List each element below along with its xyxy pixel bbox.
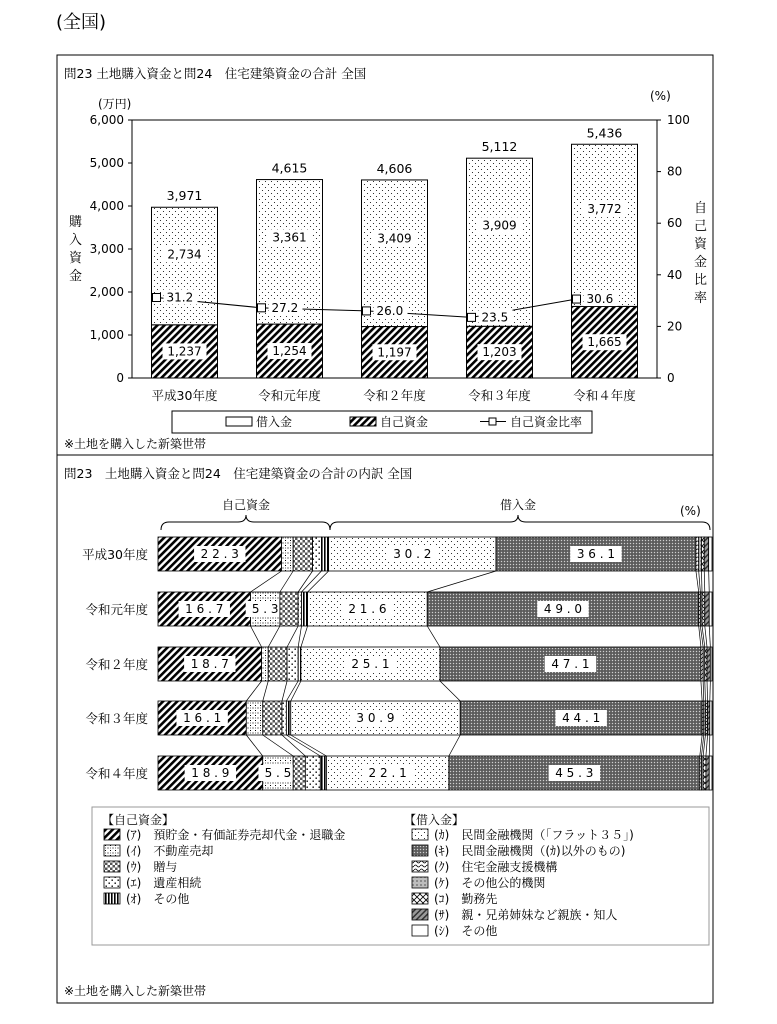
left-tick-label: 4,000 bbox=[89, 199, 124, 213]
segment-label: 2 5 . 1 bbox=[351, 657, 390, 671]
chart2-legend-items bbox=[104, 827, 634, 938]
connector-line bbox=[709, 571, 710, 592]
segment-shi bbox=[710, 647, 712, 681]
legend-swatch-sa bbox=[412, 909, 428, 920]
row-category-label: 令和４年度 bbox=[85, 766, 148, 781]
segment-ko bbox=[702, 592, 705, 626]
segment-e bbox=[298, 592, 301, 626]
row-category-label: 令和２年度 bbox=[85, 657, 148, 672]
connector-line bbox=[703, 681, 704, 701]
legend-header-own-funds: 【自己資金】 bbox=[102, 813, 175, 827]
bar-borrowing-label: 3,409 bbox=[377, 231, 412, 246]
brace-own-funds bbox=[161, 515, 330, 530]
segment-label: 3 0 . 9 bbox=[356, 711, 395, 725]
segment-sa bbox=[706, 756, 709, 790]
legend-label-i: (ｲ) 不動産売却 bbox=[126, 844, 214, 858]
connector-line bbox=[246, 735, 262, 756]
bar-borrowing-label: 3,772 bbox=[587, 202, 622, 217]
connector-line bbox=[706, 735, 708, 756]
connector-line bbox=[709, 735, 710, 756]
ratio-label: 31.2 bbox=[166, 290, 194, 305]
x-category-label: 令和３年度 bbox=[468, 388, 531, 403]
connector-line bbox=[701, 681, 702, 701]
left-axis-label-char: 入 bbox=[69, 233, 83, 248]
legend-marker-ratio bbox=[489, 418, 496, 425]
connector-line bbox=[263, 735, 293, 756]
right-tick-label: 60 bbox=[667, 216, 683, 231]
ratio-label: 30.6 bbox=[586, 292, 614, 307]
legend-swatch-own-funds bbox=[350, 417, 376, 426]
segment-i bbox=[282, 537, 294, 571]
segment-label: 4 9 . 0 bbox=[543, 602, 583, 616]
bar-own-funds-label: 1,203 bbox=[482, 345, 517, 360]
legend-label-a: (ｱ) 預貯金・有価証券売却代金・退職金 bbox=[126, 828, 346, 842]
segment-ko bbox=[703, 756, 706, 790]
chart2-unit: (%) bbox=[680, 504, 701, 518]
legend-swatch-o bbox=[104, 893, 120, 904]
legend-label-own-funds: 自己資金 bbox=[380, 415, 429, 429]
legend-header-borrowing: 【借入金】 bbox=[404, 813, 465, 827]
connector-line bbox=[280, 571, 293, 592]
connector-line bbox=[287, 626, 298, 647]
connector-line bbox=[427, 571, 496, 592]
segment-sa bbox=[705, 592, 709, 626]
segment-u bbox=[263, 701, 282, 735]
ratio-label: 27.2 bbox=[271, 300, 299, 315]
brace-label-own-funds: 自己資金 bbox=[221, 498, 271, 512]
connector-line bbox=[286, 735, 320, 756]
legend-swatch-u bbox=[104, 861, 120, 872]
right-axis-label-char: 比 bbox=[694, 273, 708, 288]
right-axis-label-char: 金 bbox=[694, 255, 708, 270]
bar-own-funds-label: 1,237 bbox=[167, 344, 202, 359]
segment-shi bbox=[709, 756, 712, 790]
right-tick-label: 40 bbox=[667, 267, 683, 282]
legend-label-ku: (ｸ) 住宅金融支援機構 bbox=[434, 860, 558, 874]
left-tick-label: 2,000 bbox=[89, 285, 124, 299]
bar-borrowing-label: 3,361 bbox=[272, 230, 307, 245]
connector-line bbox=[696, 571, 699, 592]
bar-total-label: 5,436 bbox=[586, 125, 623, 141]
segment-label: 3 0 . 2 bbox=[393, 547, 432, 561]
connector-line bbox=[282, 681, 287, 701]
bar-own-funds-label: 1,254 bbox=[272, 344, 307, 359]
bar-total-label: 4,615 bbox=[271, 160, 308, 176]
connector-line bbox=[427, 626, 440, 647]
segment-o bbox=[301, 592, 307, 626]
connector-line bbox=[449, 735, 460, 756]
chart1-title: 問23 土地購入資金と問24 住宅建築資金の合計 全国 bbox=[64, 66, 367, 81]
legend-label-ka: (ｶ) 民間金融機関（「フラット３５」) bbox=[434, 828, 634, 842]
legend-swatch-shi bbox=[412, 925, 428, 936]
segment-e bbox=[313, 537, 322, 571]
segment-i bbox=[262, 647, 269, 681]
left-tick-label: 1,000 bbox=[89, 328, 124, 342]
segment-label: 4 5 . 3 bbox=[555, 766, 594, 780]
page-title: (全国) bbox=[56, 12, 107, 33]
legend-swatch-e bbox=[104, 877, 120, 888]
x-category-label: 令和２年度 bbox=[363, 388, 426, 403]
segment-o bbox=[286, 701, 290, 735]
segment-e bbox=[287, 647, 298, 681]
right-tick-label: 20 bbox=[667, 319, 683, 334]
segment-label: 2 1 . 6 bbox=[348, 602, 387, 616]
left-axis-label bbox=[69, 214, 83, 284]
legend-label-ke: (ｹ) その他公的機関 bbox=[434, 876, 546, 890]
ratio-label: 23.5 bbox=[481, 310, 509, 325]
segment-ku bbox=[696, 537, 699, 571]
left-axis-label-char: 金 bbox=[69, 269, 83, 284]
bar-own-funds-label: 1,197 bbox=[377, 345, 412, 360]
right-tick-label: 0 bbox=[667, 371, 675, 385]
legend-label-sa: (ｻ) 親・兄弟姉妹など親族・知人 bbox=[434, 908, 618, 922]
segment-e bbox=[305, 756, 320, 790]
segment-sa bbox=[707, 647, 710, 681]
segment-ko bbox=[701, 537, 704, 571]
segment-label: 1 8 . 7 bbox=[190, 657, 229, 671]
ratio-label: 26.0 bbox=[376, 303, 404, 318]
connector-line bbox=[699, 571, 701, 592]
right-tick-label: 100 bbox=[667, 113, 690, 127]
connector-line bbox=[268, 626, 280, 647]
left-tick-label: 0 bbox=[116, 371, 124, 385]
ratio-marker bbox=[153, 294, 161, 302]
legend-swatch-ku bbox=[412, 861, 428, 872]
segment-o bbox=[321, 537, 328, 571]
connector-line bbox=[282, 735, 305, 756]
right-axis-unit: (%) bbox=[650, 89, 671, 103]
connector-line bbox=[701, 571, 702, 592]
legend-label-ratio: 自己資金比率 bbox=[510, 415, 583, 429]
ratio-marker bbox=[573, 295, 581, 303]
segment-u bbox=[268, 647, 287, 681]
legend-swatch-ko bbox=[412, 893, 428, 904]
right-axis-label-char: 自 bbox=[694, 201, 708, 216]
connector-line bbox=[291, 735, 327, 756]
connector-line bbox=[251, 571, 282, 592]
segment-label: 1 6 . 7 bbox=[185, 602, 224, 616]
segment-u bbox=[293, 537, 312, 571]
right-axis-label-char: 率 bbox=[694, 291, 708, 306]
ratio-marker bbox=[468, 313, 476, 321]
ratio-marker bbox=[258, 304, 266, 312]
connector-line bbox=[263, 681, 268, 701]
segment-u bbox=[280, 592, 298, 626]
legend-label-ki: (ｷ) 民間金融機関（(ｶ)以外のもの) bbox=[434, 844, 626, 858]
bar-total-label: 5,112 bbox=[481, 139, 518, 155]
bar-borrowing-label: 3,909 bbox=[482, 218, 517, 233]
left-axis-label-char: 資 bbox=[69, 251, 83, 266]
right-tick-label: 80 bbox=[667, 164, 683, 179]
segment-shi bbox=[709, 592, 712, 626]
segment-o bbox=[320, 756, 326, 790]
left-axis-label-char: 購 bbox=[69, 215, 83, 230]
segment-label: 1 8 . 9 bbox=[191, 766, 230, 780]
connector-line bbox=[710, 681, 711, 701]
segment-label: 4 4 . 1 bbox=[562, 711, 601, 725]
segment-label: 5 . 5 bbox=[264, 766, 292, 780]
left-axis-unit: (万円) bbox=[98, 97, 132, 111]
connector-line bbox=[251, 626, 262, 647]
connector-line bbox=[298, 626, 301, 647]
segment-label: 1 6 . 1 bbox=[183, 711, 222, 725]
legend-label-e: (ｴ) 遺産相続 bbox=[126, 876, 202, 890]
segment-label: 4 7 . 1 bbox=[551, 657, 590, 671]
brace-label-borrowing: 借入金 bbox=[499, 498, 537, 512]
legend-swatch-ke bbox=[412, 877, 428, 888]
connector-line bbox=[301, 626, 308, 647]
bar-borrowing-label: 2,734 bbox=[167, 247, 202, 262]
connector-line bbox=[440, 681, 460, 701]
chart2-note: ※土地を購入した新築世帯 bbox=[64, 984, 207, 998]
connector-line bbox=[709, 626, 710, 647]
segment-u bbox=[293, 756, 305, 790]
segment-label: 3 6 . 1 bbox=[576, 547, 616, 561]
bar-borrowing bbox=[572, 144, 638, 306]
segment-label: 5 . 3 bbox=[251, 602, 279, 616]
legend-label-u: (ｳ) 贈与 bbox=[126, 860, 178, 874]
x-category-label: 平成30年度 bbox=[151, 388, 218, 403]
chart2-title: 問23 土地購入資金と問24 住宅建築資金の合計の内訳 全国 bbox=[64, 466, 413, 481]
chart1-note: ※土地を購入した新築世帯 bbox=[64, 437, 207, 451]
chart2-plot bbox=[82, 537, 712, 790]
left-tick-label: 3,000 bbox=[89, 242, 124, 256]
row-category-label: 令和元年度 bbox=[85, 602, 148, 617]
legend-label-shi: (ｼ) その他 bbox=[434, 924, 498, 938]
left-tick-label: 6,000 bbox=[89, 113, 124, 127]
segment-label: 2 2 . 3 bbox=[200, 547, 239, 561]
segment-e bbox=[282, 701, 286, 735]
legend-label-o: (ｵ) その他 bbox=[126, 892, 190, 906]
right-axis-label-char: 資 bbox=[694, 237, 708, 252]
right-axis-label bbox=[694, 201, 708, 306]
chart1-plot bbox=[90, 113, 690, 403]
segment-shi bbox=[709, 537, 712, 571]
bar-own-funds-label: 1,665 bbox=[587, 335, 622, 350]
left-tick-label: 5,000 bbox=[89, 156, 124, 170]
legend-swatch-ka bbox=[412, 829, 428, 840]
row-category-label: 平成30年度 bbox=[82, 547, 148, 562]
legend-label-ko: (ｺ) 勤務先 bbox=[434, 892, 498, 906]
connector-line bbox=[707, 681, 708, 701]
x-category-label: 令和４年度 bbox=[573, 388, 636, 403]
x-category-label: 令和元年度 bbox=[258, 388, 321, 403]
segment-i bbox=[246, 701, 262, 735]
segment-o bbox=[298, 647, 301, 681]
legend-swatch-borrowing bbox=[226, 417, 252, 426]
legend-swatch-i bbox=[104, 845, 120, 856]
ratio-marker bbox=[363, 307, 371, 315]
segment-ke bbox=[699, 537, 702, 571]
brace-borrowing bbox=[330, 515, 710, 530]
segment-shi bbox=[710, 701, 712, 735]
bar-total-label: 4,606 bbox=[376, 160, 413, 176]
legend-label-borrowing: 借入金 bbox=[256, 415, 293, 429]
legend-swatch-a bbox=[104, 829, 120, 840]
bar-total-label: 3,971 bbox=[166, 188, 203, 204]
bar-borrowing bbox=[152, 207, 218, 325]
connector-line bbox=[705, 626, 707, 647]
connector-line bbox=[246, 681, 261, 701]
connector-line bbox=[705, 681, 706, 701]
row-category-label: 令和３年度 bbox=[85, 711, 148, 726]
legend-swatch-ki bbox=[412, 845, 428, 856]
segment-sa bbox=[704, 537, 708, 571]
bar-borrowing bbox=[467, 158, 533, 326]
connector-line bbox=[704, 571, 705, 592]
right-axis-label-char: 己 bbox=[694, 219, 708, 234]
segment-label: 2 2 . 1 bbox=[368, 766, 407, 780]
